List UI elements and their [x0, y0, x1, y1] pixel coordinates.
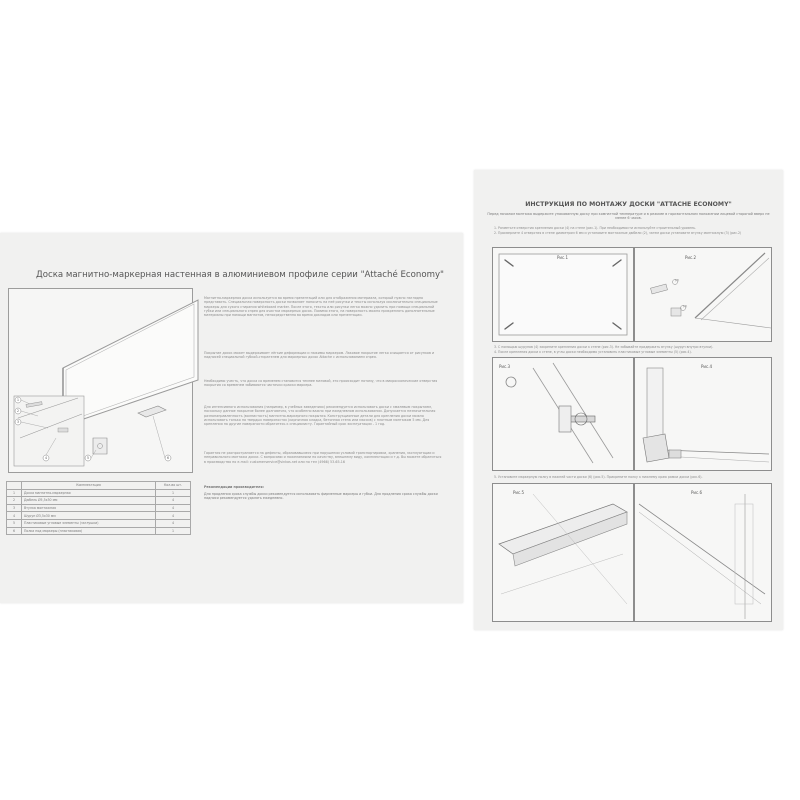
- figure-3: [492, 357, 634, 471]
- instruction-step: 2. Просверлите 4 отверстия в стене диаметром 6 мм и установите монтажные дюбели (2), затем доски установите втулку монтажную (3) (рис.2): [494, 231, 742, 235]
- description-paragraph: Магнитно-маркерная доска используется во время презентаций или для отображения материала, который нужно наглядно представить. Специальная поверхность доски позволяет наносить на неё рисунки и тексты используя исключительно специальные маркеры для сухого стирания whiteboard marker. После этого, тексты или рисунки легко можно удалить при помощи специальной губки или специального спрея для очистки маркерных досок. Помимо этого, на поверхность можно прикреплять дополнительные материалы при помощи магнитов, непосредственно во время докладов или презентации.: [204, 296, 438, 318]
- figure-5-drawing: [493, 484, 633, 621]
- product-description-sheet: [0, 233, 463, 603]
- description-paragraph: Необходимо учесть, что доска со временем становится темнее матовой, это происходит потому, что в микроскопические отверстия покрытия со временем забиваются частички краски маркера.: [204, 379, 438, 388]
- table-cell: Полка под маркеры (пластиковая): [22, 527, 156, 535]
- table-cell: 4: [156, 497, 191, 505]
- figure-1: [492, 247, 634, 342]
- table-row: [7, 497, 191, 505]
- figure-2: [634, 247, 772, 342]
- figure-5: [492, 483, 634, 622]
- table-cell: 2: [7, 497, 22, 505]
- table-header-row: [7, 482, 191, 490]
- callout-4: 4: [44, 456, 48, 460]
- callout-6: 6: [166, 456, 170, 460]
- description-paragraph: Для интенсивного использования (например, в учебных заведениях) рекомендуется использовать доски с эмалевым покрытием, поскольку данное покрытие более долговечно, что особенно важно при ежедневном использовании. Допускается незначительная разнонаправленность (волнистость) магнитно-маркерного покрытия. Конструкционные детали для крепления доски можно использовать только на твердых поверхностях (кирпичная кладка, бетонная стена или массив) с плотным монтажом 5 мм. Для крепления на другие поверхности обратитесь к специалисту. Гарантийный срок эксплуатации - 1 год.: [204, 405, 436, 427]
- table-cell: Пластиковые угловые элементы (заглушки): [22, 519, 156, 527]
- table-cell: Шуруп Ø3,5х30 мм: [22, 512, 156, 520]
- table-cell: 1: [7, 489, 22, 497]
- table-cell: Втулка монтажная: [22, 504, 156, 512]
- contents-table: [6, 481, 191, 535]
- figure-4-drawing: [635, 358, 771, 470]
- figure-3-label: Рис.3: [499, 364, 511, 369]
- recommendations-text: Для продления срока службы доски рекомендуется использовать фирменные маркеры и губки. Для продления срока службы доски надписи рекомендуется удалять ежедневно.: [204, 492, 438, 501]
- instruction-step: 3. С помощью шурупов (4) закрепите крепления доски к стене (рис.3). Не забывайте придержать втулку (шуруп внутри втулки).: [494, 345, 714, 349]
- instruction-step: 1. Разметьте отверстия крепления доски (4) на стене (рис.1). При необходимости используйте строительный уровень.: [494, 226, 697, 230]
- table-row: [7, 527, 191, 535]
- table-header-cell: Кол-во шт.: [156, 482, 191, 490]
- table-cell: 5: [7, 519, 22, 527]
- figure-1-label: Рис.1: [557, 255, 569, 260]
- table-cell: 3: [7, 504, 22, 512]
- recommendations-title: Рекомендации производителя:: [204, 485, 264, 489]
- figure-2-label: Рис.2: [685, 255, 697, 260]
- table-cell: Дюбель Ø5,5х30 мм: [22, 497, 156, 505]
- figure-6-drawing: [635, 484, 771, 621]
- table-row: [7, 512, 191, 520]
- callout-1: 1: [16, 398, 20, 402]
- table-cell: 1: [156, 489, 191, 497]
- table-cell: 4: [7, 512, 22, 520]
- callout-5: 5: [86, 456, 90, 460]
- table-cell: 4: [156, 519, 191, 527]
- table-cell: 6: [7, 527, 22, 535]
- table-cell: 1: [156, 527, 191, 535]
- callout-2: 2: [16, 409, 20, 413]
- figure-4-label: Рис.4: [701, 364, 713, 369]
- sheet-title: Доска магнитно-маркерная настенная в алюминиевом профиле серии "Attaché Economy": [36, 270, 445, 280]
- table-row: [7, 489, 191, 497]
- figure-2-drawing: [635, 248, 771, 341]
- installation-instructions-sheet: [474, 170, 783, 630]
- instruction-step: 5. Установите маркерную полку в нижней части доски (6) (рис.5). Прикрепите полку к нижнему краю рамки доски (рис.6).: [494, 475, 703, 479]
- table-row: [7, 519, 191, 527]
- description-paragraph: Покрытие досок может выдерживает лёгкие деформации и нажимы маркером. Лаковое покрытие легко очищается от рисунков и надписей специальной губкой-стирателем для маркерных досок Attache с использованием спрея.: [204, 351, 435, 360]
- figure-3-drawing: [493, 358, 633, 470]
- part-label-4: (4): [683, 304, 688, 308]
- figure-6-label: Рис.6: [691, 490, 703, 495]
- figure-6: [634, 483, 772, 622]
- board-illustration: [8, 288, 193, 473]
- figure-1-drawing: [493, 248, 633, 341]
- table-cell: 4: [156, 512, 191, 520]
- table-row: [7, 504, 191, 512]
- description-paragraph: Гарантия не распространяется на дефекты, образовавшиеся при нарушении условий транспортировки, хранения, эксплуатации и неправильного монтажа доски. С вопросами и пожеланиями по качеству, внешнему виду, комплектации и т.д. Вы можете обратиться в производство по e-mail: customerservice@sinkas.net или по тел (4966) 53-65-16: [204, 451, 442, 464]
- sheet-subtitle: Перед началом монтажа выдержите упакованную доску при комнатной температуре и в режиме в горизонтальном положении лицевой стороной вверх не менее 6 часов.: [487, 212, 770, 221]
- table-header-cell: [7, 482, 22, 490]
- callout-3: 3: [16, 420, 20, 424]
- part-label-3: (3): [675, 278, 680, 282]
- table-cell: 4: [156, 504, 191, 512]
- instruction-step: 4. После крепления доски к стене, в углы доски необходимо установить пластиковые угловые элементы (5) (рис.4).: [494, 350, 692, 354]
- sheet-title: ИНСТРУКЦИЯ ПО МОНТАЖУ ДОСКИ "ATTACHE ECONOMY": [525, 201, 732, 208]
- table-header-cell: Комплектация: [22, 482, 156, 490]
- figure-4: [634, 357, 772, 471]
- figure-5-label: Рис.5: [513, 490, 525, 495]
- table-cell: Доска магнитно-маркерная: [22, 489, 156, 497]
